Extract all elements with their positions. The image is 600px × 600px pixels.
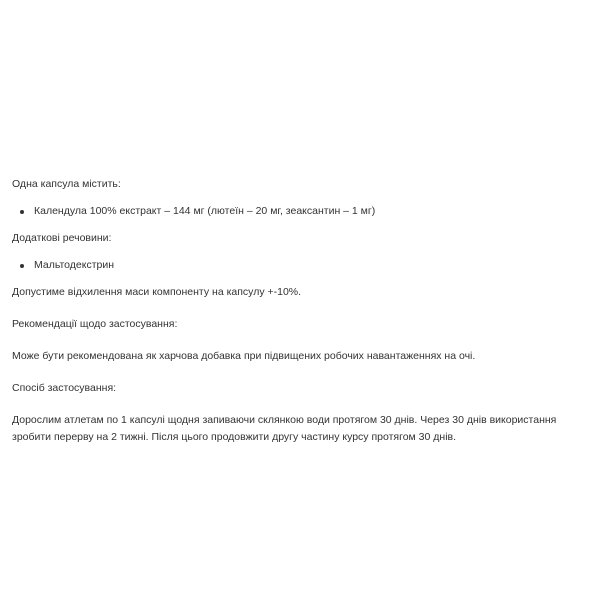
list-item-text: Календула 100% екстракт – 144 мг (лютеїн – 20 мг, зеаксантин – 1 мг) — [34, 205, 376, 217]
list-item-text: Мальтодекстрин — [34, 259, 115, 271]
bullet-icon — [20, 264, 24, 268]
extra-heading: Додаткові речовини: — [12, 232, 112, 244]
usage-heading: Спосіб застосування: — [12, 382, 117, 394]
extra-list — [12, 257, 592, 274]
list-item — [12, 203, 592, 220]
deviation-note: Допустиме відхилення маси компоненту на капсулу +-10%. — [12, 286, 302, 298]
list-item — [12, 257, 592, 274]
recommend-text: Може бути рекомендована як харчова добавка при підвищених робочих навантаженнях на очі. — [12, 350, 476, 362]
contains-heading: Одна капсула містить: — [12, 178, 121, 190]
usage-text: Дорослим атлетам по 1 капсулі щодня запиваючи склянкою води протягом 30 днів. Через 30 днів використання зробити перерву на 2 тижні. Після цього продовжити другу частину курсу протягом 30 днів. — [12, 414, 557, 443]
bullet-icon — [20, 210, 24, 214]
contains-list — [12, 203, 592, 220]
product-description — [12, 176, 592, 456]
recommend-heading: Рекомендації щодо застосування: — [12, 318, 178, 330]
